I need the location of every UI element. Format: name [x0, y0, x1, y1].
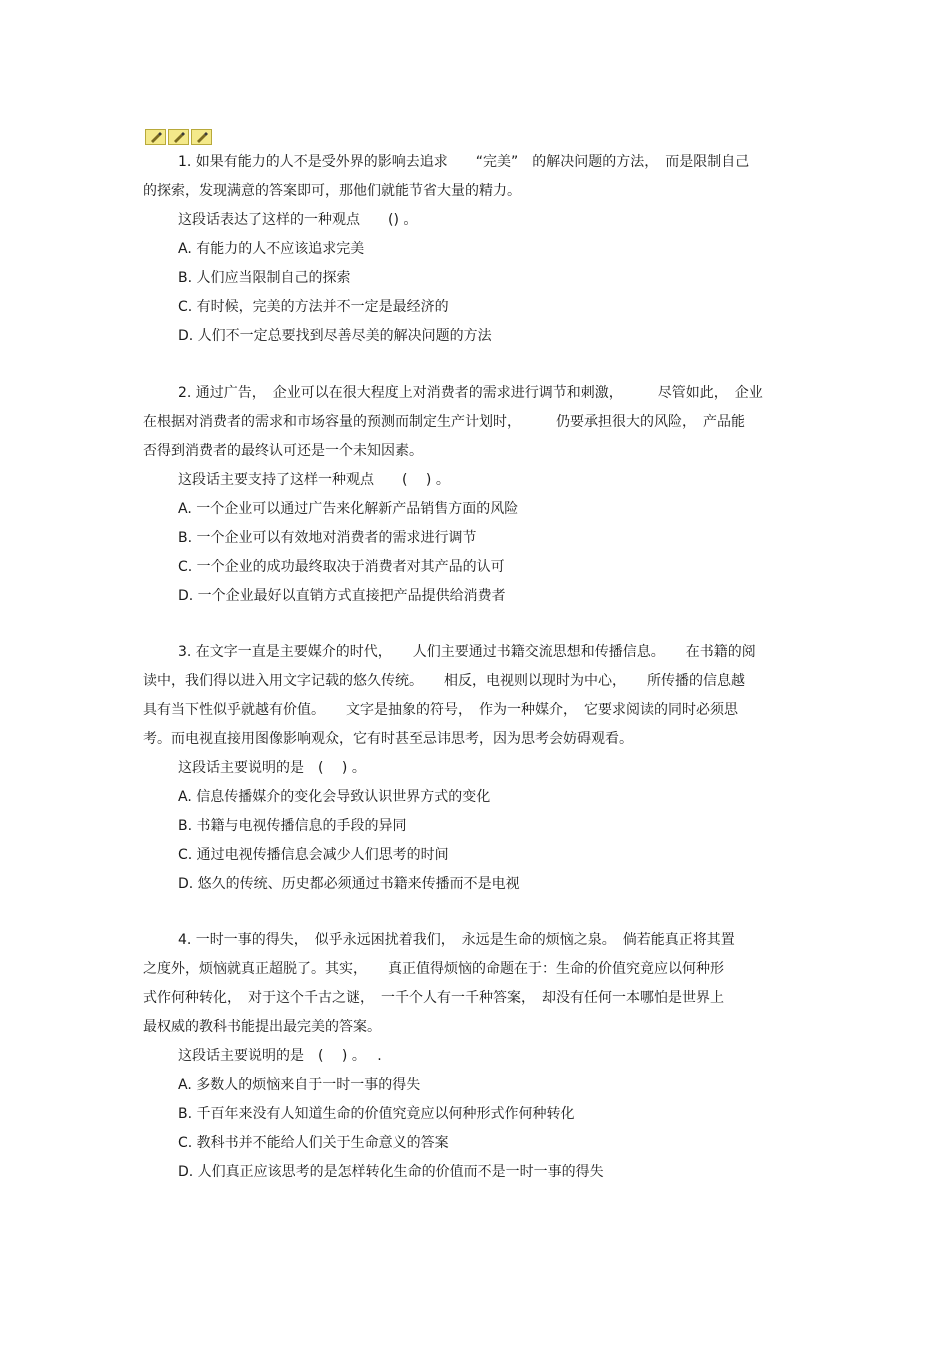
answer-option: C. 教科书并不能给人们关于生命意义的答案: [178, 1135, 449, 1151]
question-prompt: 这段话主要说明的是 ( ) 。 .: [178, 1048, 382, 1064]
question-text-line: 3. 在文字一直是主要媒介的时代， 人们主要通过书籍交流思想和传播信息。 在书籍的阅: [178, 644, 756, 660]
pencil-icon: [191, 129, 212, 145]
question-prompt: 这段话主要说明的是 ( ) 。: [178, 760, 366, 776]
answer-option: A. 有能力的人不应该追求完美: [178, 241, 365, 257]
answer-option: B. 书籍与电视传播信息的手段的异同: [178, 818, 407, 834]
question-text-line: 否得到消费者的最终认可还是一个未知因素。: [143, 443, 423, 459]
answer-option: D. 人们不一定总要找到尽善尽美的解决问题的方法: [178, 328, 492, 344]
answer-option: C. 有时候，完美的方法并不一定是最经济的: [178, 299, 449, 315]
question-text-line: 的探索，发现满意的答案即可，那他们就能节省大量的精力。: [143, 183, 521, 199]
answer-option: D. 人们真正应该思考的是怎样转化生命的价值而不是一时一事的得失: [178, 1164, 604, 1180]
answer-option: C. 一个企业的成功最终取决于消费者对其产品的认可: [178, 559, 505, 575]
answer-option: B. 一个企业可以有效地对消费者的需求进行调节: [178, 530, 477, 546]
question-prompt: 这段话主要支持了这样一种观点 ( ) 。: [178, 472, 450, 488]
question-text-line: 在根据对消费者的需求和市场容量的预测而制定生产计划时， 仍要承担很大的风险， 产品能: [143, 414, 745, 430]
question-text-line: 1. 如果有能力的人不是受外界的影响去追求 “完美” 的解决问题的方法， 而是限制自己: [178, 154, 750, 170]
question-text-line: 4. 一时一事的得失， 似乎永远困扰着我们， 永远是生命的烦恼之泉。 倘若能真正将其置: [178, 932, 735, 948]
pencil-icon: [168, 129, 189, 145]
answer-option: D. 悠久的传统、历史都必须通过书籍来传播而不是电视: [178, 876, 520, 892]
answer-option: A. 一个企业可以通过广告来化解新产品销售方面的风险: [178, 501, 519, 517]
question-text-line: 读中，我们得以进入用文字记载的悠久传统。 相反，电视则以现时为中心， 所传播的信息越: [143, 673, 745, 689]
icon-bar: [145, 129, 212, 145]
question-text-line: 之度外，烦恼就真正超脱了。其实， 真正值得烦恼的命题在于：生命的价值究竟应以何种形: [143, 961, 724, 977]
question-prompt: 这段话表达了这样的一种观点 () 。: [178, 212, 418, 228]
answer-option: A. 信息传播媒介的变化会导致认识世界方式的变化: [178, 789, 491, 805]
question-text-line: 2. 通过广告， 企业可以在很大程度上对消费者的需求进行调节和刺激， 尽管如此， 企业: [178, 385, 763, 401]
question-text-line: 具有当下性似乎就越有价值。 文字是抽象的符号， 作为一种媒介， 它要求阅读的同时必须思: [143, 702, 738, 718]
question-text-line: 最权威的教科书能提出最完美的答案。: [143, 1019, 381, 1035]
question-text-line: 考。而电视直接用图像影响观众，它有时甚至忌讳思考，因为思考会妨碍观看。: [143, 731, 633, 747]
answer-option: B. 人们应当限制自己的探索: [178, 270, 351, 286]
answer-option: B. 千百年来没有人知道生命的价值究竟应以何种形式作何种转化: [178, 1106, 575, 1122]
question-text-line: 式作何种转化， 对于这个千古之谜， 一千个人有一千种答案， 却没有任何一本哪怕是世界上: [143, 990, 724, 1006]
answer-option: D. 一个企业最好以直销方式直接把产品提供给消费者: [178, 588, 506, 604]
pencil-icon: [145, 129, 166, 145]
answer-option: C. 通过电视传播信息会减少人们思考的时间: [178, 847, 449, 863]
answer-option: A. 多数人的烦恼来自于一时一事的得失: [178, 1077, 421, 1093]
